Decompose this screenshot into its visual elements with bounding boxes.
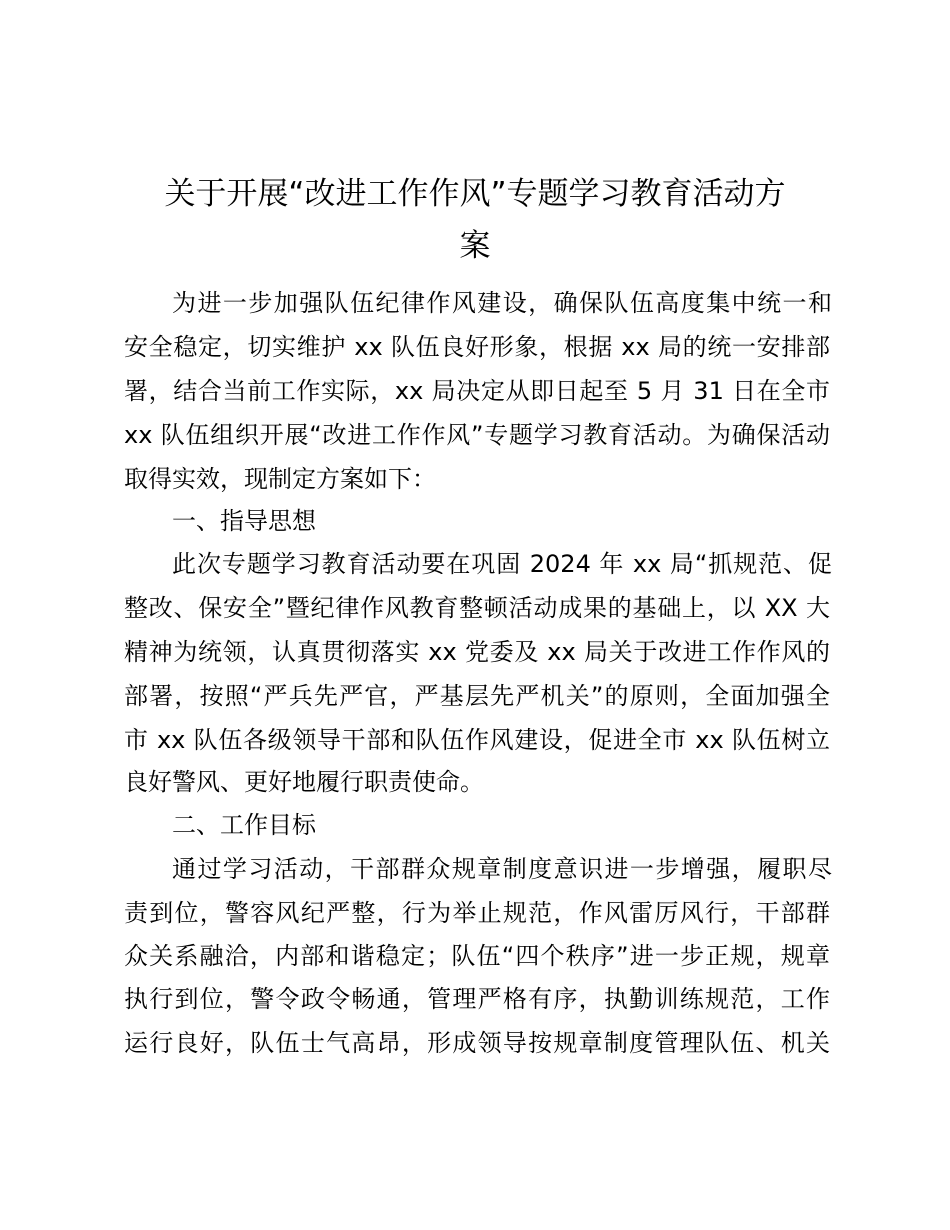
title-line-2: 案 [459, 228, 491, 264]
body-line-17: 执行到位，警令政令畅通，管理严格有序，执勤训练规范，工作 [124, 985, 830, 1013]
body-line-11: 市 xx 队伍各级领导干部和队伍作风建设，促进全市 xx 队伍树立 [124, 726, 830, 754]
document-title [120, 168, 830, 272]
section-heading-1: 一、指导思想 [172, 507, 316, 535]
body-line-1: 为进一步加强队伍纪律作风建设，确保队伍高度集中统一和 [172, 289, 832, 317]
body-line-18: 运行良好，队伍士气高昂，形成领导按规章制度管理队伍、机关 [124, 1029, 830, 1057]
body-line-14: 通过学习活动，干部群众规章制度意识进一步增强，履职尽 [172, 855, 832, 883]
body-line-9: 精神为统领，认真贯彻落实 xx 党委及 xx 局关于改进工作作风的 [124, 638, 830, 666]
body-line-2: 安全稳定，切实维护 xx 队伍良好形象，根据 xx 局的统一安排部 [124, 333, 830, 361]
body-line-12: 良好警风、更好地履行职责使命。 [124, 768, 484, 796]
body-line-7: 此次专题学习教育活动要在巩固 2024 年 xx 局“抓规范、促 [172, 550, 832, 578]
section-heading-2: 二、工作目标 [172, 811, 316, 839]
body-line-3: 署，结合当前工作实际，xx 局决定从即日起至 5 月 31 日在全市 [124, 377, 830, 405]
body-line-8: 整改、保安全”暨纪律作风教育整顿活动成果的基础上，以 XX 大 [124, 594, 830, 622]
body-line-5: 取得实效，现制定方案如下： [124, 465, 436, 493]
body-line-16: 众关系融洽，内部和谐稳定；队伍“四个秩序”进一步正规，规章 [124, 942, 830, 970]
body-line-10: 部署，按照“严兵先严官，严基层先严机关”的原则，全面加强全 [124, 682, 830, 710]
body-line-4: xx 队伍组织开展“改进工作作风”专题学习教育活动。为确保活动 [124, 421, 830, 449]
title-line-1: 关于开展“改进工作作风”专题学习教育活动方 [164, 176, 786, 212]
body-line-15: 责到位，警容风纪严整，行为举止规范，作风雷厉风行，干部群 [124, 899, 830, 927]
